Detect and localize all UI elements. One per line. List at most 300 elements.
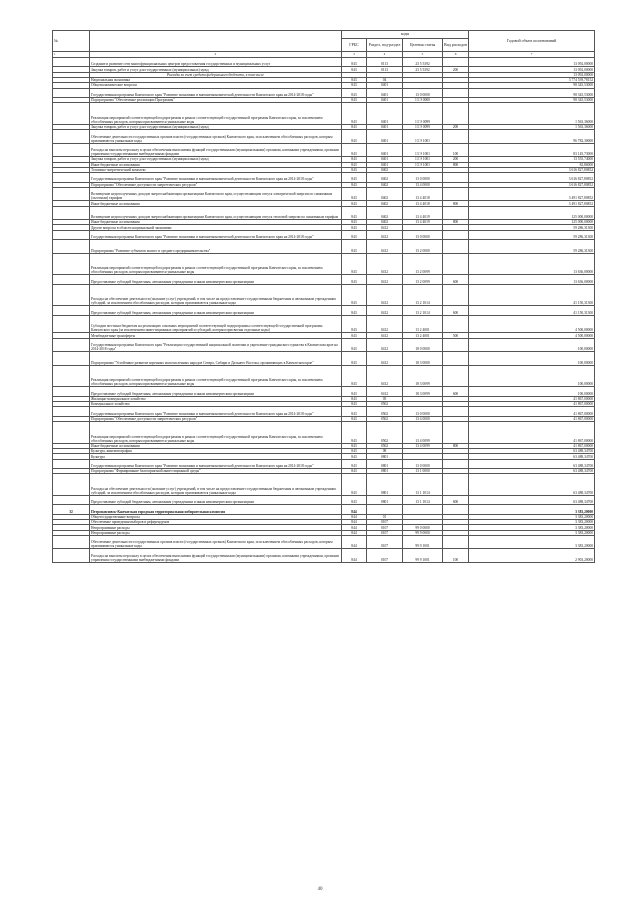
- row-number: [53, 187, 90, 201]
- col-header-amount: Годовой объем ассигнований: [469, 31, 595, 52]
- row-grbs: 843: [342, 333, 367, 338]
- row-razdel: 0412: [367, 275, 403, 284]
- row-grbs: 843: [342, 454, 367, 459]
- row-number: [53, 549, 90, 563]
- row-amount: 3 383,20000: [469, 525, 595, 530]
- row-razdel: 0412: [367, 230, 403, 239]
- row-csr: 99 9 0000: [403, 530, 443, 535]
- row-csr: 13 2 0000: [403, 240, 443, 254]
- row-grbs: 843: [342, 77, 367, 82]
- row-vr: [443, 505, 469, 514]
- row-number: [53, 173, 90, 182]
- row-razdel: 0402: [367, 187, 403, 201]
- row-vr: 600: [443, 275, 469, 284]
- row-csr: 99 0 0000: [403, 525, 443, 530]
- row-grbs: 843: [342, 225, 367, 230]
- row-razdel: 0401: [367, 83, 403, 88]
- row-amount: 3 616 827,80852: [469, 173, 595, 182]
- col-header-vr: Вид расходов: [443, 39, 469, 52]
- row-amount: 125 000,00000: [469, 220, 595, 225]
- row-grbs: 843: [342, 407, 367, 416]
- row-amount: 13 092,00000: [469, 67, 595, 72]
- row-vr: 200: [443, 124, 469, 129]
- row-amount: 98 345,53000: [469, 97, 595, 102]
- row-amount: 13 092,00000: [469, 58, 595, 67]
- row-vr: [443, 206, 469, 220]
- row-grbs: 843: [342, 253, 367, 275]
- row-amount: 63 488,34700: [469, 468, 595, 473]
- table-row: [53, 338, 595, 352]
- row-csr: 13 4 0000: [403, 182, 443, 187]
- row-name: Реализация мероприятий соответствующей подпрограммы в рамках соответствующей государственной программы Камчатского края, за исключением обособленных расходов, которым присваиваются уникальные коды: [90, 253, 342, 275]
- row-csr: 13 Э 1001: [403, 157, 443, 162]
- row-vr: [443, 338, 469, 352]
- column-number: 3: [342, 52, 367, 58]
- row-grbs: 843: [342, 275, 367, 284]
- row-amount: 41 150,31300: [469, 306, 595, 315]
- row-amount: 100,00000: [469, 365, 595, 387]
- column-number: 6: [443, 52, 469, 58]
- row-razdel: 0107: [367, 549, 403, 563]
- row-name: Реализация мероприятий соответствующей подпрограммы в рамках соответствующей государственной программы Камчатского края, за исключением обособленных расходов, которым присваиваются уникальные коды: [90, 103, 342, 125]
- row-grbs: 843: [342, 167, 367, 172]
- row-grbs: 843: [342, 182, 367, 187]
- row-vr: [443, 284, 469, 306]
- row-number: [53, 459, 90, 468]
- table-row: [53, 284, 595, 306]
- row-name: Непрограммные расходы: [90, 525, 342, 530]
- row-grbs: 843: [342, 220, 367, 225]
- row-amount: 63 488,34700: [469, 495, 595, 504]
- col-header-codes: коды: [342, 31, 469, 39]
- row-csr: 13 4 4019: [403, 206, 443, 220]
- table-row: [53, 240, 595, 254]
- row-name: Предоставление субсидий бюджетным, автономным учреждениям и иным некоммерческим организациям: [90, 306, 342, 315]
- row-name: Подпрограмма "Развитие субъектов малого и среднего предпринимательства": [90, 240, 342, 254]
- row-amount: 98 345,53000: [469, 88, 595, 97]
- row-razdel: 0402: [367, 173, 403, 182]
- row-amount: 2 903,20000: [469, 549, 595, 563]
- row-grbs: 843: [342, 422, 367, 444]
- row-number: [53, 315, 90, 333]
- table-row: [53, 495, 595, 504]
- row-razdel: 0412: [367, 315, 403, 333]
- row-grbs: 843: [342, 162, 367, 167]
- row-razdel: [367, 505, 403, 514]
- row-csr: 99 9 1001: [403, 535, 443, 549]
- row-csr: 13 4 0099: [403, 443, 443, 448]
- table-row: [53, 549, 595, 563]
- col-header-csr: Целевая статья: [403, 39, 443, 52]
- row-name: Расходы на обеспечение деятельности (оказание услуг) учреждений, в том числе на предоставление государственным бюджетным и автономным учреждениям субсидий, за исключением обособленных расходов, которым присваиваются уникальные коды: [90, 474, 342, 496]
- row-vr: [443, 130, 469, 144]
- row-number: [53, 365, 90, 387]
- col-header-grbs: ГРБС: [342, 39, 367, 52]
- row-number: [53, 103, 90, 125]
- row-razdel: 0113: [367, 58, 403, 67]
- row-name: Иные бюджетные ассигнования: [90, 162, 342, 167]
- row-grbs: 843: [342, 130, 367, 144]
- row-vr: 800: [443, 443, 469, 448]
- row-razdel: 0502: [367, 422, 403, 444]
- row-name: Реализация мероприятий соответствующей подпрограммы в рамках соответствующей государственной программы Камчатского края, за исключением обособленных расходов, которым присваиваются уникальные коды: [90, 365, 342, 387]
- row-vr: [443, 88, 469, 97]
- row-name: Подпрограмма "Формирование благоприятной инвестиционной среды": [90, 468, 342, 473]
- row-razdel: 0401: [367, 103, 403, 125]
- row-amount: 1 563,36000: [469, 103, 595, 125]
- row-grbs: 843: [342, 402, 367, 407]
- row-grbs: 843: [342, 315, 367, 333]
- row-grbs: 843: [342, 124, 367, 129]
- row-grbs: 843: [342, 495, 367, 504]
- row-name: Жилищно-коммунальное хозяйство: [90, 396, 342, 401]
- row-name: Закупка товаров, работ и услуг для государственных (муниципальных) нужд: [90, 157, 342, 162]
- row-name: Расходы на выплаты персоналу в целях обеспечения выполнения функций государственными (муниципальными) органами, казенными учреждениями, органами управления государственными внебюджетными фондами: [90, 549, 342, 563]
- row-amount: 59 286,31300: [469, 240, 595, 254]
- table-row: [53, 58, 595, 67]
- row-vr: [443, 352, 469, 366]
- row-vr: [443, 535, 469, 549]
- budget-table: [52, 30, 595, 563]
- row-number: [53, 387, 90, 396]
- row-name: Государственная программа Камчатского края "Развитие экономики и внешнеэкономической деятельности Камчатского края на 2014-2018 годы": [90, 88, 342, 97]
- row-csr: [403, 505, 443, 514]
- row-grbs: 843: [342, 88, 367, 97]
- row-number: [53, 206, 90, 220]
- row-razdel: 0401: [367, 124, 403, 129]
- row-grbs: 843: [342, 387, 367, 396]
- row-name: Иные бюджетные ассигнования: [90, 201, 342, 206]
- row-grbs: 844: [342, 549, 367, 563]
- row-csr: 13 4 4019: [403, 220, 443, 225]
- table-row: [53, 505, 595, 514]
- row-name: Расходы за счет средств федерального бюджета, в том числе: [90, 72, 342, 77]
- row-name: Межбюджетные трансферты: [90, 333, 342, 338]
- row-grbs: 843: [342, 67, 367, 72]
- row-razdel: 0412: [367, 338, 403, 352]
- row-grbs: 843: [342, 284, 367, 306]
- row-vr: [443, 230, 469, 239]
- row-amount: 3 491 827,80852: [469, 187, 595, 201]
- column-number: 4: [367, 52, 403, 58]
- row-name: Непрограммные расходы: [90, 530, 342, 535]
- row-razdel: 0502: [367, 443, 403, 448]
- row-name: Национальная экономика: [90, 77, 342, 82]
- row-number: [53, 240, 90, 254]
- row-name: Подпрограмма "Обеспечение доступности энергетических ресурсов": [90, 416, 342, 421]
- row-number: [53, 284, 90, 306]
- row-vr: [443, 253, 469, 275]
- budget-table-sheet: [52, 30, 594, 563]
- row-number: [53, 474, 90, 496]
- row-razdel: 0107: [367, 530, 403, 535]
- row-vr: [443, 407, 469, 416]
- row-csr: 13 2 4001: [403, 333, 443, 338]
- row-razdel: 0412: [367, 365, 403, 387]
- row-name: Субсидии местным бюджетам на реализацию основных мероприятий соответствующей подпрограммы соответствующей государственной программы Камчатского края (за исключением инвестиционных мероприятий и субсидий, которым присвоены отдельные коды): [90, 315, 342, 333]
- row-amount: 13 636,00000: [469, 275, 595, 284]
- column-number: 5: [403, 52, 443, 58]
- row-name: Обеспечение деятельности государственных органов власти (государственных органов) Камчатского края, за исключением обособленных расходов, которым присваиваются уникальные коды: [90, 535, 342, 549]
- row-grbs: 844: [342, 525, 367, 530]
- row-amount: 100,00000: [469, 387, 595, 396]
- row-grbs: 843: [342, 365, 367, 387]
- row-csr: 13 4 4018: [403, 201, 443, 206]
- row-name: Иные бюджетные ассигнования: [90, 443, 342, 448]
- row-vr: [443, 365, 469, 387]
- row-name: Закупка товаров, работ и услуг для государственных (муниципальных) нужд: [90, 124, 342, 129]
- row-number: [53, 143, 90, 157]
- table-row: [53, 352, 595, 366]
- row-grbs: 843: [342, 449, 367, 454]
- row-grbs: 843: [342, 201, 367, 206]
- table-row: [53, 230, 595, 239]
- row-razdel: 0107: [367, 535, 403, 549]
- table-row: [53, 306, 595, 315]
- row-name: Подпрограмма "Обеспечение реализации Программы": [90, 97, 342, 102]
- row-name: Расходы на выплаты персоналу в целях обеспечения выполнения функций государственными (муниципальными) органами, казенными учреждениями, органами управления государственными внебюджетными фондами: [90, 143, 342, 157]
- row-amount: 41 867,00000: [469, 416, 595, 421]
- row-vr: [443, 187, 469, 201]
- row-amount: 41 867,00000: [469, 443, 595, 448]
- row-name: Общегосударственные вопросы: [90, 514, 342, 519]
- row-name: Обеспечение деятельности государственных органов власти (государственных органов) Камчатского края, за исключением обособленных расходов, которым присваиваются уникальные коды: [90, 130, 342, 144]
- row-razdel: 04: [367, 77, 403, 82]
- col-header-name: [90, 31, 342, 52]
- row-name: Государственная программа Камчатского края "Развитие экономики и внешнеэкономической деятельности Камчатского края на 2014-2018 годы": [90, 230, 342, 239]
- row-amount: 41 867,00000: [469, 396, 595, 401]
- row-name: Государственная программа Камчатского края "Развитие экономики и внешнеэкономической деятельности Камчатского края на 2014-2018 годы": [90, 407, 342, 416]
- row-number: [53, 306, 90, 315]
- row-amount: 3 383,20000: [469, 530, 595, 535]
- row-razdel: 0412: [367, 253, 403, 275]
- row-vr: [443, 315, 469, 333]
- row-razdel: 0801: [367, 459, 403, 468]
- table-row: [53, 407, 595, 416]
- row-amount: 41 867,00000: [469, 402, 595, 407]
- row-razdel: 0402: [367, 220, 403, 225]
- row-amount: 4 500,00000: [469, 315, 595, 333]
- row-csr: 18 0 0000: [403, 338, 443, 352]
- row-csr: 13 0 0000: [403, 230, 443, 239]
- row-name: Расходы на обеспечение деятельности (оказание услуг) учреждений, в том числе на предоставление государственным бюджетным и автономным учреждениям субсидий, за исключением обособленных расходов, которым присваиваются уникальные коды: [90, 284, 342, 306]
- row-number: [53, 88, 90, 97]
- row-name: Предоставление субсидий бюджетным, автономным учреждениям и иным некоммерческим организациям: [90, 275, 342, 284]
- row-name: Культура: [90, 454, 342, 459]
- row-amount: 3 383,20000: [469, 514, 595, 519]
- row-name: Петропавловск-Камчатская городская территориальная избирательная комиссия: [90, 505, 342, 514]
- row-amount: 59 286,31300: [469, 230, 595, 239]
- row-razdel: 0402: [367, 201, 403, 206]
- row-amount: 41 150,31300: [469, 284, 595, 306]
- row-grbs: 844: [342, 530, 367, 535]
- row-razdel: 0801: [367, 468, 403, 473]
- row-amount: 63 488,34700: [469, 459, 595, 468]
- table-row: [53, 459, 595, 468]
- row-razdel: 0401: [367, 130, 403, 144]
- row-name: Государственная программа Камчатского края "Развитие экономики и внешнеэкономической деятельности Камчатского края на 2014-2018 годы": [90, 459, 342, 468]
- row-grbs: 843: [342, 240, 367, 254]
- row-grbs: 843: [342, 206, 367, 220]
- page-number: 40: [317, 887, 323, 892]
- row-name: Другие вопросы в области национальной экономики: [90, 225, 342, 230]
- row-csr: 13 4 0099: [403, 422, 443, 444]
- row-vr: [443, 459, 469, 468]
- row-grbs: 843: [342, 468, 367, 473]
- row-name: Предоставление субсидий бюджетным, автономным учреждениям и иным некоммерческим организациям: [90, 387, 342, 396]
- row-grbs: 843: [342, 230, 367, 239]
- row-razdel: 0107: [367, 525, 403, 530]
- row-name: Предоставление субсидий бюджетным, автономным учреждениям и иным некоммерческим организациям: [90, 495, 342, 504]
- row-amount: 13 636,00000: [469, 253, 595, 275]
- row-csr: 13 4 0000: [403, 416, 443, 421]
- row-razdel: 0401: [367, 143, 403, 157]
- table-row: [53, 535, 595, 549]
- row-razdel: 01: [367, 514, 403, 519]
- row-razdel: 0801: [367, 495, 403, 504]
- table-row: [53, 103, 595, 125]
- row-vr: 100: [443, 143, 469, 157]
- row-vr: [443, 58, 469, 67]
- row-grbs: 843: [342, 352, 367, 366]
- row-number: [53, 352, 90, 366]
- table-row: [53, 275, 595, 284]
- row-csr: 13 0 0000: [403, 88, 443, 97]
- table-row: [53, 88, 595, 97]
- col-header-num: №: [53, 31, 90, 52]
- row-amount: 3 383,20000: [469, 535, 595, 549]
- table-row: [53, 365, 595, 387]
- table-row: [53, 206, 595, 220]
- row-grbs: 843: [342, 173, 367, 182]
- row-amount: 63 488,34700: [469, 454, 595, 459]
- row-amount: 98 345,53000: [469, 83, 595, 88]
- row-vr: [443, 422, 469, 444]
- row-grbs: 843: [342, 396, 367, 401]
- row-name: Общеэкономические вопросы: [90, 83, 342, 88]
- row-razdel: 0412: [367, 387, 403, 396]
- table-row: [53, 387, 595, 396]
- row-number: [53, 253, 90, 275]
- row-csr: 13 2 1014: [403, 284, 443, 306]
- table-row: [53, 315, 595, 333]
- row-number: [53, 230, 90, 239]
- table-row: [53, 143, 595, 157]
- row-amount: 100,00000: [469, 338, 595, 352]
- row-razdel: 0801: [367, 474, 403, 496]
- row-csr: 13 1 1014: [403, 495, 443, 504]
- row-csr: 13 Э 0000: [403, 97, 443, 102]
- row-csr: 18 3 0000: [403, 352, 443, 366]
- row-grbs: 843: [342, 474, 367, 496]
- row-razdel: 0402: [367, 167, 403, 172]
- table-row: [53, 130, 595, 144]
- row-razdel: 0401: [367, 88, 403, 97]
- table-row: [53, 422, 595, 444]
- row-csr: 13 Э 1001: [403, 143, 443, 157]
- row-name: Подпрограмма "Обеспечение доступности энергетических ресурсов": [90, 182, 342, 187]
- row-razdel: 0412: [367, 333, 403, 338]
- row-razdel: 0412: [367, 225, 403, 230]
- row-razdel: 0412: [367, 306, 403, 315]
- row-razdel: 0402: [367, 182, 403, 187]
- row-name: Возмещение недополученных доходов энергоснабжающим организациям Камчатского края, осуществляющим отпуск тепловой энергии по сниженным тарифам: [90, 206, 342, 220]
- row-csr: 13 0 0000: [403, 459, 443, 468]
- row-amount: 41 867,00000: [469, 407, 595, 416]
- row-amount: 96 782,30000: [469, 130, 595, 144]
- row-vr: 600: [443, 306, 469, 315]
- row-amount: 3 383,20000: [469, 505, 595, 514]
- row-amount: 3 491 827,80852: [469, 201, 595, 206]
- row-number: [53, 535, 90, 549]
- row-csr: 13 Э 1001: [403, 162, 443, 167]
- row-amount: 125 000,00000: [469, 206, 595, 220]
- row-csr: 13 Э 1001: [403, 130, 443, 144]
- row-razdel: 0412: [367, 284, 403, 306]
- row-name: Коммунальное хозяйство: [90, 402, 342, 407]
- row-number: [53, 275, 90, 284]
- row-name: Обеспечение проведения выборов и референдумов: [90, 520, 342, 525]
- row-csr: 13 2 0099: [403, 275, 443, 284]
- row-vr: 800: [443, 162, 469, 167]
- row-grbs: 843: [342, 338, 367, 352]
- row-grbs: 843: [342, 416, 367, 421]
- row-amount: 3 774 539,78152: [469, 77, 595, 82]
- row-csr: 13 2 0099: [403, 253, 443, 275]
- row-number: [53, 407, 90, 416]
- row-csr: 18 3 0099: [403, 365, 443, 387]
- row-csr: 13 Э 0099: [403, 103, 443, 125]
- row-name: Закупка товаров, работ и услуг для государственных (муниципальных) нужд: [90, 67, 342, 72]
- row-razdel: 0412: [367, 240, 403, 254]
- row-name: Топливно-энергетический комплекс: [90, 167, 342, 172]
- row-razdel: 0401: [367, 162, 403, 167]
- row-vr: 600: [443, 495, 469, 504]
- column-number: 7: [469, 52, 595, 58]
- row-vr: 200: [443, 157, 469, 162]
- row-razdel: 0502: [367, 407, 403, 416]
- row-vr: [443, 240, 469, 254]
- row-grbs: 843: [342, 58, 367, 67]
- row-vr: 800: [443, 201, 469, 206]
- table-row: [53, 253, 595, 275]
- row-name: Иные бюджетные ассигнования: [90, 220, 342, 225]
- row-csr: 13 0 0000: [403, 407, 443, 416]
- row-vr: [443, 103, 469, 125]
- row-grbs: 844: [342, 514, 367, 519]
- row-vr: 600: [443, 387, 469, 396]
- row-razdel: 0401: [367, 97, 403, 102]
- row-grbs: 843: [342, 187, 367, 201]
- row-amount: 41 867,00000: [469, 422, 595, 444]
- row-name: Реализация мероприятий соответствующей подпрограммы в рамках соответствующей государственной программы Камчатского края, за исключением обособленных расходов, которым присваиваются уникальные коды: [90, 422, 342, 444]
- table-row: [53, 173, 595, 182]
- row-amount: 3 383,20000: [469, 520, 595, 525]
- table-row: [53, 474, 595, 496]
- row-amount: 82,86000: [469, 162, 595, 167]
- column-number: 1: [53, 52, 90, 58]
- row-razdel: 0402: [367, 206, 403, 220]
- row-vr: [443, 173, 469, 182]
- row-vr: 500: [443, 333, 469, 338]
- row-number: [53, 338, 90, 352]
- row-amount: 3 616 827,80852: [469, 167, 595, 172]
- row-amount: 59 286,31300: [469, 225, 595, 230]
- row-grbs: 844: [342, 505, 367, 514]
- row-name: Подпрограмма "Устойчивое развитие коренных малочисленных народов Севера, Сибири и Дальнего Востока, проживающих в Камчатском крае": [90, 352, 342, 366]
- row-razdel: 08: [367, 449, 403, 454]
- table-row: [53, 187, 595, 201]
